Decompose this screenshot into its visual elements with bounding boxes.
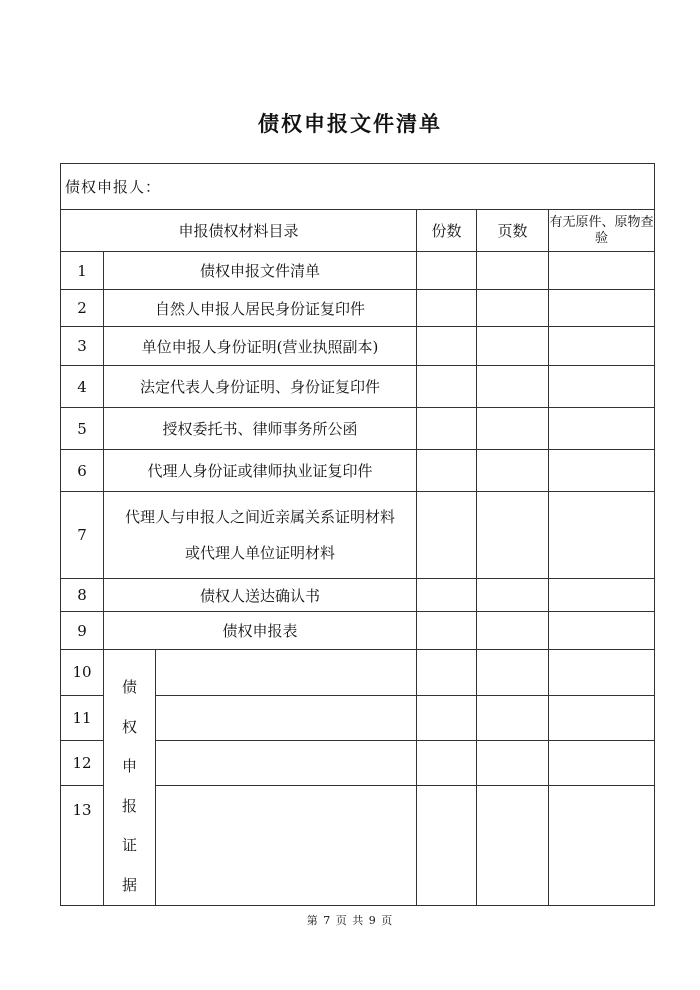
copies-cell [417, 290, 477, 327]
row-number: 3 [61, 327, 104, 366]
original-cell [549, 695, 655, 740]
row-number: 13 [61, 785, 104, 905]
table-row [61, 492, 655, 579]
applicant-row [61, 164, 655, 210]
row-number: 9 [61, 612, 104, 650]
evidence-label-char: 报 [121, 796, 137, 815]
original-cell [549, 450, 655, 492]
pages-cell [477, 252, 549, 290]
table-row [61, 612, 655, 650]
page-footer: 第 7 页 共 9 页 [306, 914, 394, 927]
pages-cell [477, 579, 549, 612]
original-cell [549, 612, 655, 650]
header-pages: 页数 [477, 210, 549, 252]
row-item: 代理人身份证或律师执业证复印件 [104, 450, 417, 492]
copies-cell [417, 408, 477, 450]
original-cell [549, 327, 655, 366]
evidence-label-char: 证 [121, 836, 137, 854]
table-row [61, 579, 655, 612]
pages-cell [477, 450, 549, 492]
evidence-label-char: 债 [121, 678, 137, 696]
copies-cell [417, 785, 477, 905]
copies-cell [417, 327, 477, 366]
evidence-label-char: 据 [121, 875, 137, 894]
row-number: 8 [61, 579, 104, 612]
evidence-label-char: 申 [121, 757, 137, 775]
evidence-row [61, 650, 655, 696]
header-catalog: 申报债权材料目录 [61, 210, 417, 252]
row-item: 单位申报人身份证明(营业执照副本) [104, 327, 417, 366]
original-cell [549, 252, 655, 290]
applicant-label: 债权申报人： [61, 164, 655, 210]
copies-cell [417, 612, 477, 650]
pages-cell [477, 366, 549, 408]
pages-cell [477, 740, 549, 785]
header-original: 有无原件、原物查验 [549, 210, 655, 252]
pages-cell [477, 612, 549, 650]
evidence-item-cell [156, 740, 417, 785]
original-cell [549, 492, 655, 579]
table-row [61, 327, 655, 366]
copies-cell [417, 366, 477, 408]
row-number: 10 [61, 650, 104, 696]
table-row [61, 252, 655, 290]
original-cell [549, 785, 655, 905]
filing-checklist-table [60, 163, 655, 906]
row-number: 12 [61, 740, 104, 785]
copies-cell [417, 252, 477, 290]
copies-cell [417, 650, 477, 696]
copies-cell [417, 492, 477, 579]
table-row [61, 408, 655, 450]
copies-cell [417, 740, 477, 785]
header-row [61, 210, 655, 252]
evidence-item-cell [156, 785, 417, 905]
row-item-line2: 或代理人单位证明材料 [184, 544, 335, 562]
original-cell [549, 740, 655, 785]
row-item: 授权委托书、律师事务所公函 [104, 408, 417, 450]
table-row [61, 290, 655, 327]
row-number: 6 [61, 450, 104, 492]
row-item: 债权申报表 [104, 612, 417, 650]
original-cell [549, 290, 655, 327]
original-cell [549, 408, 655, 450]
row-number: 1 [61, 252, 104, 290]
row-number: 7 [61, 492, 104, 579]
evidence-label [104, 650, 156, 906]
evidence-item-cell [156, 650, 417, 696]
pages-cell [477, 650, 549, 696]
row-number: 4 [61, 366, 104, 408]
row-item-line1: 代理人与申报人之间近亲属关系证明材料 [124, 508, 395, 526]
row-number: 11 [61, 695, 104, 740]
pages-cell [477, 408, 549, 450]
copies-cell [417, 579, 477, 612]
pages-cell [477, 695, 549, 740]
evidence-item-cell [156, 695, 417, 740]
evidence-label-char: 权 [121, 717, 137, 736]
copies-cell [417, 450, 477, 492]
row-item [104, 492, 417, 579]
table-row [61, 366, 655, 408]
row-item: 法定代表人身份证明、身份证复印件 [104, 366, 417, 408]
row-number: 5 [61, 408, 104, 450]
table-row [61, 450, 655, 492]
header-copies: 份数 [417, 210, 477, 252]
pages-cell [477, 327, 549, 366]
row-number: 2 [61, 290, 104, 327]
document-title: 债权申报文件清单 [258, 112, 442, 136]
pages-cell [477, 290, 549, 327]
copies-cell [417, 695, 477, 740]
row-item: 自然人申报人居民身份证复印件 [104, 290, 417, 327]
row-item: 债权申报文件清单 [104, 252, 417, 290]
pages-cell [477, 492, 549, 579]
original-cell [549, 579, 655, 612]
row-item: 债权人送达确认书 [104, 579, 417, 612]
pages-cell [477, 785, 549, 905]
original-cell [549, 650, 655, 696]
original-cell [549, 366, 655, 408]
